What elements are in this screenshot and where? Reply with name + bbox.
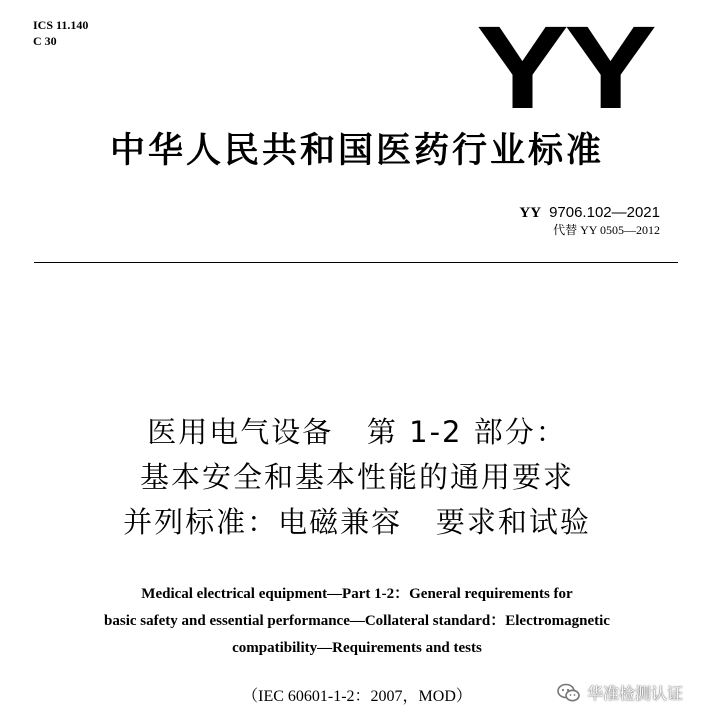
organization-title: 中华人民共和国医药行业标准 [109, 131, 604, 171]
watermark [557, 681, 683, 704]
english-title-line-3: compatibility—Requirements and tests [232, 640, 482, 656]
english-title-line-1: Medical electrical equipment—Part 1-2：General requirements for [141, 586, 573, 602]
chinese-title [0, 410, 714, 545]
english-title-line-2: basic safety and essential performance—Collateral standard：Electromagnetic [104, 613, 610, 629]
classification-codes [33, 17, 88, 49]
adoption-note: （IEC 60601-1-2：2007，MOD） [242, 688, 472, 705]
english-title [0, 581, 714, 662]
yy-logo: YY [476, 2, 653, 134]
ics-code: ICS 11.140 [33, 18, 89, 32]
replaces-standard: 代替 YY 0505—2012 [553, 223, 660, 237]
header-divider [34, 262, 678, 263]
wechat-icon [557, 683, 581, 703]
chinese-title-line-2: 基本安全和基本性能的通用要求 [139, 460, 574, 494]
standard-prefix: YY [519, 205, 542, 221]
chinese-title-line-1: 医用电气设备 第 1-2 部分： [147, 415, 567, 449]
chinese-title-line-3: 并列标准：电磁兼容 要求和试验 [123, 505, 591, 539]
ccs-code: C 30 [33, 34, 57, 48]
standard-number [519, 204, 660, 222]
watermark-text: 华准检测认证 [587, 684, 684, 703]
standard-code: 9706.102—2021 [549, 204, 660, 221]
